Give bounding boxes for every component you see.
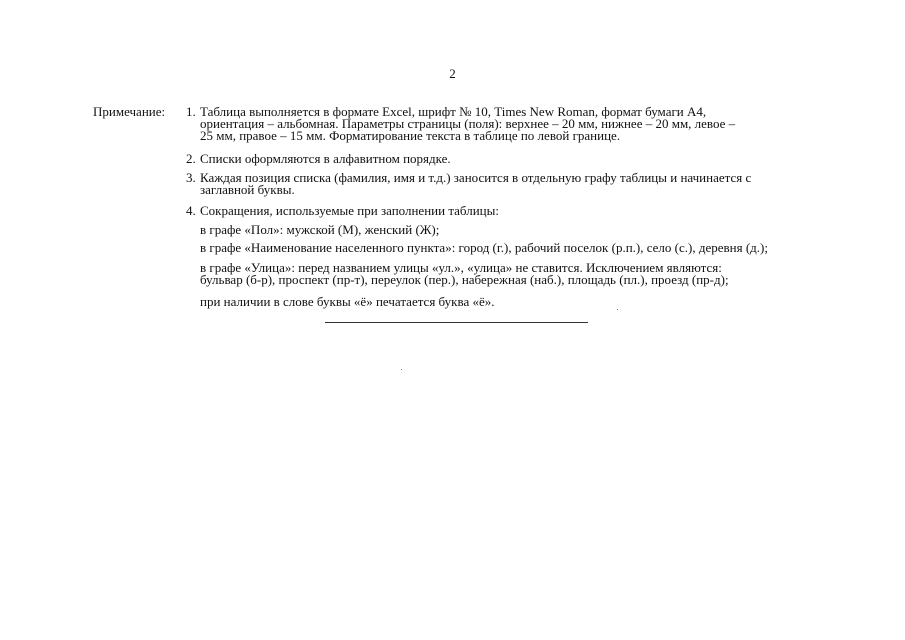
abbreviation-rule-line: бульвар (б-р), проспект (пр-т), переулок (пер.), набережная (наб.), площадь (пл.), проезд (пр-д); bbox=[200, 272, 729, 287]
note-item-2 bbox=[186, 153, 451, 165]
note-item-line: Сокращения, используемые при заполнении таблицы: bbox=[200, 203, 499, 218]
abbreviation-rule-yo bbox=[200, 296, 495, 308]
abbreviation-rule-gender bbox=[200, 224, 439, 236]
abbreviation-rule-line: в графе «Улица»: перед названием улицы «ул.», «улица» не ставится. Исключением являются: bbox=[200, 260, 722, 275]
note-item-line: ориентация – альбомная. Параметры страницы (поля): верхнее – 20 мм, нижнее – 20 мм, левое – bbox=[200, 116, 736, 131]
abbreviation-rule-line: в графе «Наименование населенного пункта»: город (г.), рабочий поселок (р.п.), село (с.), деревня (д.); bbox=[200, 240, 768, 255]
note-item-line: Списки оформляются в алфавитном порядке. bbox=[200, 151, 451, 166]
note-item-1 bbox=[186, 106, 735, 142]
scan-speck bbox=[617, 309, 618, 310]
note-item-number: 4. bbox=[186, 203, 196, 218]
note-item-line: Таблица выполняется в формате Excel, шрифт № 10, Times New Roman, формат бумаги А4, bbox=[200, 104, 707, 119]
abbreviation-rule-street bbox=[200, 262, 729, 286]
note-item-3 bbox=[186, 172, 751, 196]
abbreviation-rule-line: при наличии в слове буквы «ё» печатается буква «ё». bbox=[200, 294, 495, 309]
end-of-text-rule bbox=[325, 322, 588, 323]
note-item-number: 2. bbox=[186, 151, 196, 166]
abbreviation-rule-line: в графе «Пол»: мужской (М), женский (Ж); bbox=[200, 222, 440, 237]
note-item-line: 25 мм, правое – 15 мм. Форматирование текста в таблице по левой границе. bbox=[200, 128, 621, 143]
page-number: 2 bbox=[449, 66, 456, 81]
scan-speck bbox=[401, 369, 402, 370]
note-item-4 bbox=[186, 205, 499, 217]
note-item-number: 1. bbox=[186, 104, 196, 119]
note-label: Примечание: bbox=[93, 104, 166, 119]
note-item-number: 3. bbox=[186, 170, 196, 185]
rule-thick-segment bbox=[385, 322, 423, 323]
note-item-line: заглавной буквы. bbox=[200, 182, 295, 197]
note-item-line: Каждая позиция списка (фамилия, имя и т.д.) заносится в отдельную графу таблицы и начинается с bbox=[200, 170, 752, 185]
rule-thick-segment bbox=[521, 322, 561, 323]
abbreviation-rule-settlement bbox=[200, 242, 768, 254]
